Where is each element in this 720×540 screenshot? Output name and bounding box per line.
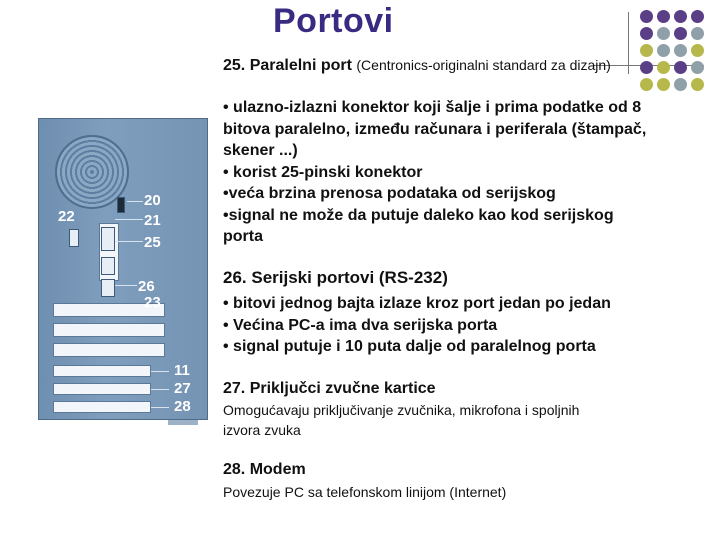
sound-card-heading: 27. Priključci zvučne kartice xyxy=(223,380,436,397)
text-line: • bitovi jednog bajta izlaze kroz port jedan po jedan xyxy=(223,295,611,312)
pointer-line xyxy=(151,389,169,390)
case-label-28: 28 xyxy=(174,398,191,415)
text-line: bitova paralelno, između računara i periferala (štampač, xyxy=(223,120,647,138)
serial-port-heading: 26. Serijski portovi (RS-232) xyxy=(223,268,448,287)
parallel-port-description xyxy=(223,97,646,248)
text-line: skener ...) xyxy=(223,142,298,159)
parallel-port-subtitle: (Centronics-originalni standard za dizajn) xyxy=(356,57,611,73)
parallel-port-heading xyxy=(223,57,611,75)
case-label-22: 22 xyxy=(58,208,75,225)
text-line: • korist 25-pinski konektor xyxy=(223,163,423,181)
modem-slot xyxy=(53,383,151,395)
pointer-line xyxy=(151,407,169,408)
text-line: Omogućavaju priključivanje zvučnika, mikrofona i spoljnih xyxy=(223,402,580,418)
expansion-slot xyxy=(53,343,165,357)
case-label-27: 27 xyxy=(174,380,191,397)
case-label-11: 11 xyxy=(174,362,190,379)
expansion-slot xyxy=(53,323,165,337)
pointer-line xyxy=(127,201,143,202)
ps2-port xyxy=(69,229,79,247)
text-line: •signal ne može da putuje daleko kao kod serijskog xyxy=(223,206,614,224)
pointer-line xyxy=(115,219,143,220)
decorative-dot-grid xyxy=(640,10,720,102)
power-switch xyxy=(117,197,125,213)
case-label-26: 26 xyxy=(138,278,155,295)
case-label-23: 23 xyxy=(144,294,161,311)
case-label-20: 20 xyxy=(144,192,161,209)
pointer-line xyxy=(151,371,169,372)
serial-port-connector xyxy=(101,257,115,275)
modem-slot-2 xyxy=(53,401,151,413)
text-line: • signal putuje i 10 puta dalje od paralelnog porta xyxy=(223,338,596,355)
pointer-line xyxy=(115,285,137,286)
text-line: izvora zvuka xyxy=(223,422,301,438)
case-label-25: 25 xyxy=(144,234,161,251)
sound-card-slot xyxy=(53,365,151,377)
modem-heading: 28. Modem xyxy=(223,461,306,478)
modem-description: Povezuje PC sa telefonskom linijom (Internet) xyxy=(223,484,507,500)
parallel-port-title: 25. Paralelni port xyxy=(223,57,352,74)
serial-port-connector-2 xyxy=(101,279,115,297)
text-line: • Većina PC-a ima dva serijska porta xyxy=(223,316,498,334)
pc-case-illustration xyxy=(38,118,208,418)
text-line: porta xyxy=(223,228,263,245)
sound-card-description xyxy=(223,400,579,440)
text-line: • ulazno-izlazni konektor koji šalje i prima podatke od 8 xyxy=(223,99,642,116)
serial-port-description xyxy=(223,293,611,358)
parallel-port-connector xyxy=(101,227,115,251)
pointer-line xyxy=(115,241,143,242)
text-line: •veća brzina prenosa podataka od serijskog xyxy=(223,185,556,202)
slide-title: Portovi xyxy=(273,2,394,40)
case-label-21: 21 xyxy=(144,212,161,229)
